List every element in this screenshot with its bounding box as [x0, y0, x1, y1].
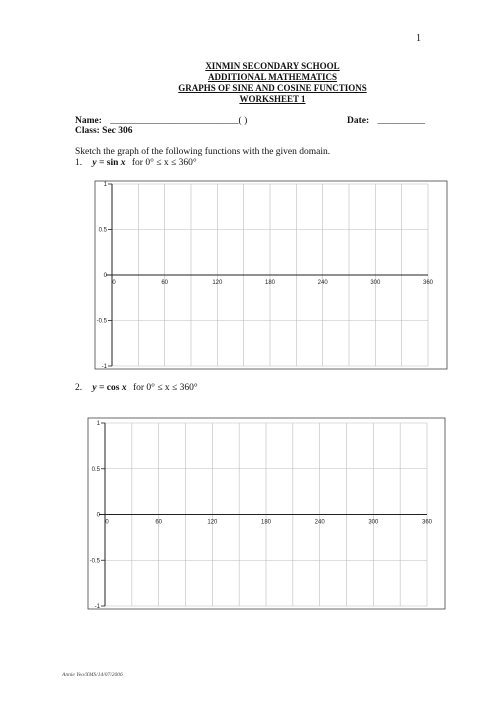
domain: for 0° ≤ x ≤ 360°: [132, 383, 198, 393]
equation: y = sin x: [92, 158, 126, 168]
page-number: 1: [416, 33, 421, 44]
x-tick-label: 180: [264, 280, 276, 286]
x-tick-label: 240: [317, 280, 328, 286]
y-tick-label: 0: [103, 273, 107, 279]
x-tick-label: 240: [314, 519, 325, 526]
x-tick-label: 120: [212, 280, 223, 286]
graph-1-sine[interactable]: [95, 181, 447, 370]
class-label: Class: Sec 306: [75, 126, 133, 136]
x-tick-label: 300: [370, 280, 381, 286]
question-number: 1.: [75, 158, 83, 168]
name-blank[interactable]: ___________________________( ): [110, 116, 248, 126]
instructions: Sketch the graph of the following functions with the given domain.: [75, 147, 331, 157]
domain: for 0° ≤ x ≤ 360°: [131, 158, 197, 168]
x-tick-label: 120: [207, 519, 218, 526]
y-tick-label: -0.5: [89, 558, 100, 565]
y-tick-label: 0.5: [98, 227, 107, 234]
x-tick-label: 360: [422, 280, 434, 286]
x-tick-label: 60: [155, 519, 163, 526]
name-label: Name:: [75, 116, 102, 126]
y-tick-label: 1: [103, 182, 107, 188]
footer-author: Annie Yeo/XMS/14/07/2006: [62, 672, 123, 678]
y-tick-label: -1: [101, 364, 107, 370]
date-blank[interactable]: __________: [377, 116, 426, 126]
x-tick-label: 360: [421, 519, 433, 526]
worksheet-title: WORKSHEET 1: [239, 94, 306, 104]
graph-2-cosine[interactable]: [88, 418, 445, 610]
x-tick-label: 0: [112, 280, 116, 286]
x-tick-label: 180: [260, 519, 272, 526]
date-label: Date:: [347, 116, 370, 126]
x-tick-label: 60: [161, 280, 169, 286]
y-tick-label: -0.5: [96, 318, 107, 325]
y-tick-label: 1: [96, 421, 100, 427]
school-name: XINMIN SECONDARY SCHOOL: [205, 61, 340, 71]
question-number: 2.: [75, 383, 83, 393]
topic-title: GRAPHS OF SINE AND COSINE FUNCTIONS: [178, 83, 367, 93]
y-tick-label: -1: [94, 604, 100, 610]
equation: y = cos x: [92, 383, 127, 393]
graph-frame: [88, 418, 445, 609]
x-tick-label: 300: [368, 519, 379, 526]
y-tick-label: 0: [96, 512, 100, 519]
x-tick-label: 0: [105, 519, 109, 526]
subject-title: ADDITIONAL MATHEMATICS: [208, 72, 337, 82]
y-tick-label: 0.5: [91, 466, 100, 473]
